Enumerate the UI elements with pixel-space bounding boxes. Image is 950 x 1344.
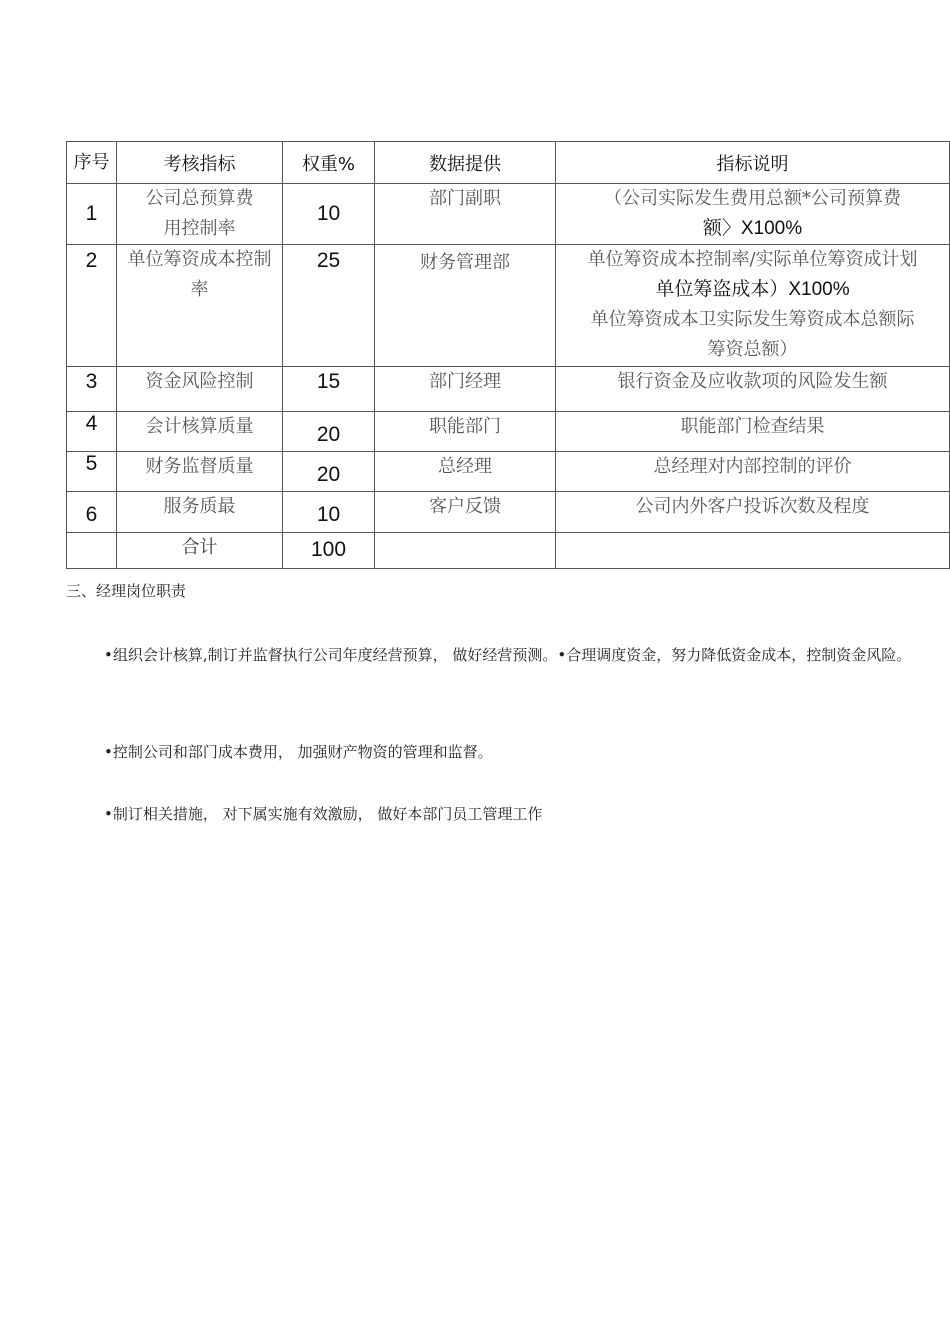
- row-indicator: [117, 412, 283, 452]
- table-row: [67, 452, 950, 492]
- row-seq: [67, 452, 117, 492]
- row-indicator: [117, 492, 283, 533]
- row-seq-value: 2: [85, 249, 98, 272]
- row-seq-value: 5: [85, 452, 98, 475]
- row-desc: [556, 492, 950, 533]
- row-source: [375, 452, 556, 492]
- table-row: [67, 184, 950, 245]
- row-indicator-value: 公司总预算费用控制率: [145, 188, 254, 239]
- row-weight-value: 25: [316, 249, 341, 272]
- row-seq: [67, 412, 117, 452]
- row-weight: [283, 452, 375, 492]
- row-source-value: 部门经理: [429, 371, 501, 392]
- row-indicator-value: 财务监督质量: [145, 456, 254, 477]
- duty-paragraph: •制订相关措施， 对下属实施有效激励， 做好本部门员工管理工作: [104, 805, 543, 823]
- row-seq: [67, 367, 117, 412]
- section-title: 三、经理岗位职责: [66, 582, 187, 600]
- row-source: [375, 184, 556, 245]
- row-source-value: 部门副职: [429, 188, 501, 209]
- table-total-row: [67, 533, 950, 569]
- row-source-value: 财务管理部: [420, 252, 510, 273]
- table-header-row: [67, 142, 950, 184]
- header-seq: 序号: [67, 142, 117, 184]
- assessment-table: [66, 141, 950, 569]
- desc-line: 单位筹资成本卫实际发生筹资成本总额际: [590, 309, 915, 330]
- row-indicator: [117, 245, 283, 367]
- total-seq: [67, 533, 117, 569]
- total-source: [375, 533, 556, 569]
- row-weight: [283, 492, 375, 533]
- desc-line: 公司内外客户投诉次数及程度: [635, 496, 870, 517]
- row-desc: [556, 452, 950, 492]
- row-desc: [556, 184, 950, 245]
- total-label-value: 合计: [181, 537, 218, 558]
- desc-line: （公司实际发生费用总额*公司预算费: [604, 188, 901, 209]
- table-row: [67, 245, 950, 367]
- row-weight: [283, 245, 375, 367]
- row-source: [375, 492, 556, 533]
- row-weight-value: 10: [316, 503, 341, 526]
- row-source-value: 客户反馈: [429, 496, 501, 517]
- row-indicator-value: 单位筹资成本控制率: [127, 249, 272, 300]
- table-row: [67, 412, 950, 452]
- row-seq-value: 1: [85, 202, 98, 225]
- desc-line: 银行资金及应收款项的风险发生额: [617, 371, 888, 392]
- row-desc: [556, 245, 950, 367]
- desc-line: 单位筹资成本控制率/实际单位筹资成计划: [587, 249, 918, 270]
- header-desc: 指标说明: [556, 142, 950, 184]
- desc-line: 单位筹盗成本）X100%: [655, 279, 850, 300]
- row-seq-value: 6: [85, 503, 98, 526]
- row-source: [375, 245, 556, 367]
- header-source: 数据提供: [375, 142, 556, 184]
- table-row: [67, 492, 950, 533]
- row-weight-value: 10: [316, 202, 341, 225]
- row-weight-value: 20: [316, 462, 341, 486]
- row-seq: [67, 245, 117, 367]
- row-indicator-value: 会计核算质量: [145, 416, 254, 437]
- row-seq: [67, 184, 117, 245]
- row-seq-value: 4: [85, 412, 98, 435]
- row-seq: [67, 492, 117, 533]
- row-indicator-value: 服务质最: [163, 496, 236, 517]
- table-row: [67, 367, 950, 412]
- desc-line: 总经理对内部控制的评价: [653, 456, 852, 477]
- desc-line: 职能部门检查结果: [680, 416, 825, 437]
- row-indicator: [117, 452, 283, 492]
- desc-line: 筹资总额）: [707, 339, 798, 360]
- row-weight-value: 20: [316, 422, 341, 446]
- row-seq-value: 3: [85, 370, 98, 393]
- row-desc: [556, 367, 950, 412]
- row-desc: [556, 412, 950, 452]
- row-weight: [283, 184, 375, 245]
- header-weight: 权重%: [283, 142, 375, 184]
- row-source: [375, 367, 556, 412]
- duty-paragraph: •控制公司和部门成本费用， 加强财产物资的管理和监督。: [104, 743, 493, 761]
- row-weight: [283, 412, 375, 452]
- row-indicator: [117, 367, 283, 412]
- desc-line: 额〉X100%: [702, 218, 803, 239]
- row-source-value: 职能部门: [429, 416, 501, 437]
- total-label: [117, 533, 283, 569]
- total-weight: [283, 533, 375, 569]
- row-weight: [283, 367, 375, 412]
- total-weight-value: 100: [310, 538, 347, 561]
- row-indicator-value: 资金风险控制: [145, 371, 254, 392]
- total-desc: [556, 533, 950, 569]
- duty-paragraph: •组织会计核算,制订并监督执行公司年度经营预算， 做好经营预测。•合理调度资金，努力降低资金成本，控制资金风险。: [104, 646, 912, 664]
- row-source-value: 总经理: [438, 456, 492, 477]
- row-indicator: [117, 184, 283, 245]
- header-indicator: 考核指标: [117, 142, 283, 184]
- row-source: [375, 412, 556, 452]
- row-weight-value: 15: [316, 370, 341, 393]
